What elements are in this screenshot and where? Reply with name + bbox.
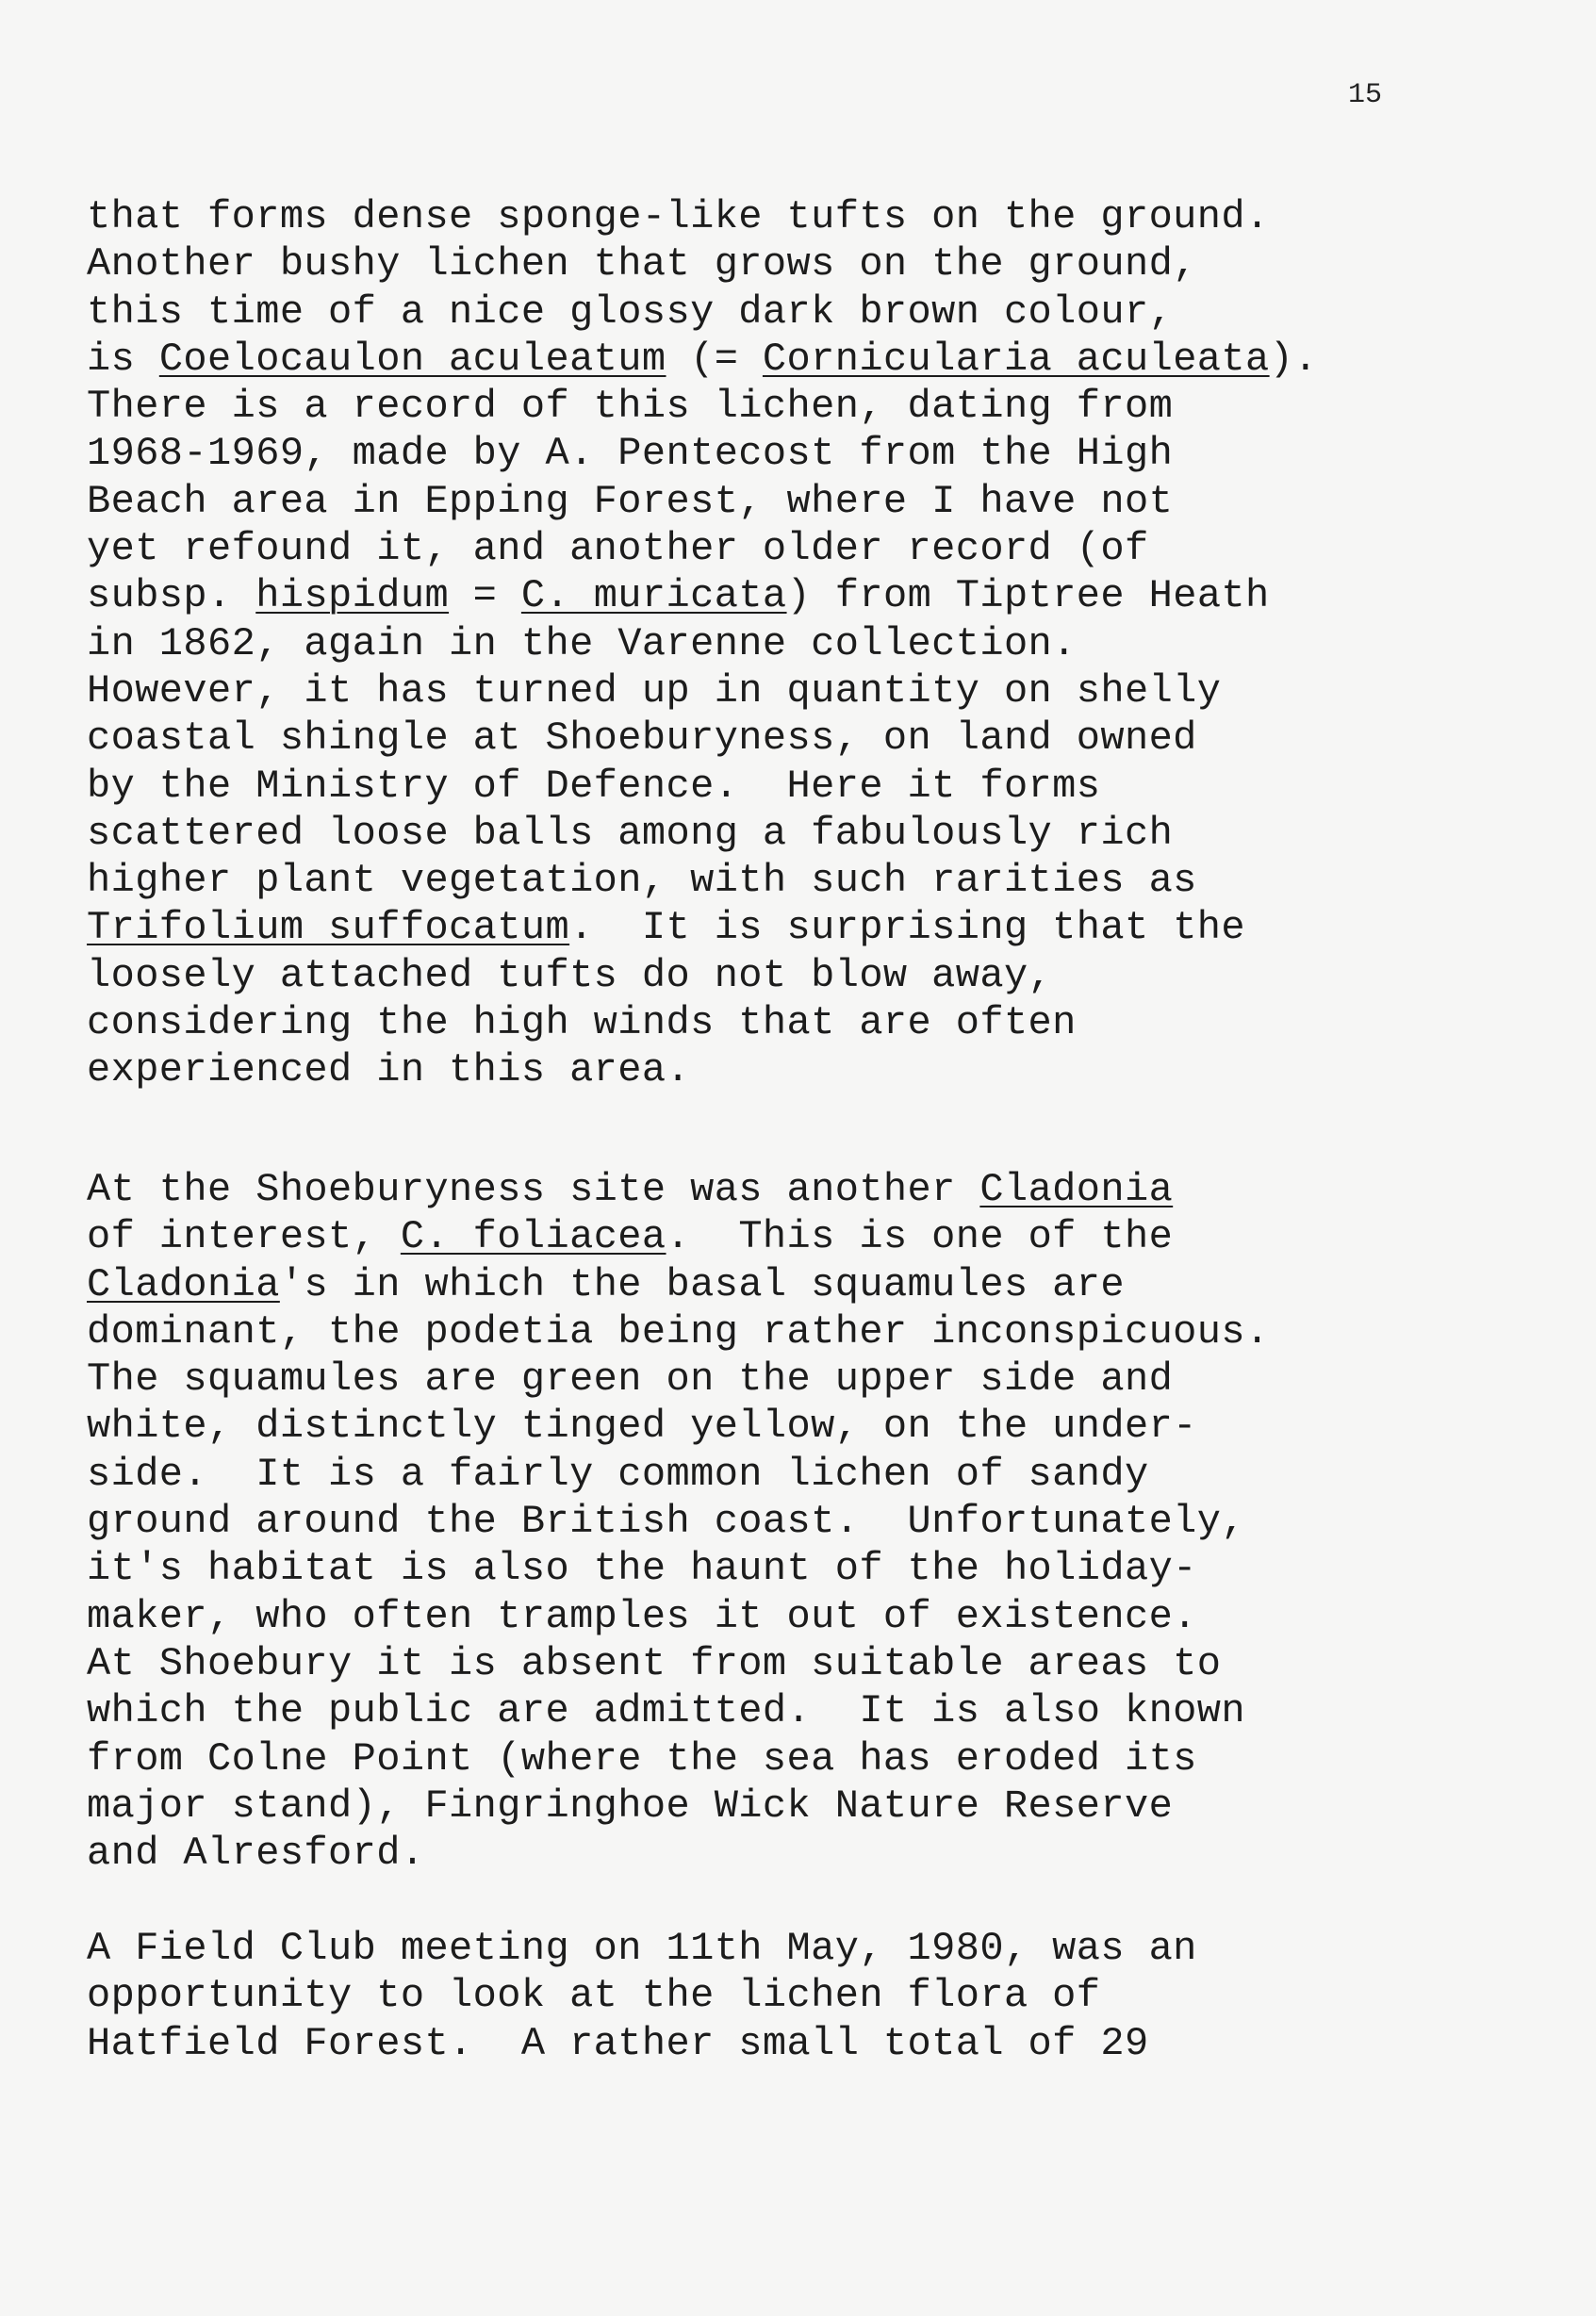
text-segment: that forms dense sponge-like tufts on the ground.: [87, 194, 1270, 239]
text-segment: experienced in this area.: [87, 1047, 691, 1093]
text-line: [87, 999, 1520, 1046]
text-segment: scattered loose balls among a fabulously rich: [87, 810, 1174, 856]
text-line: [87, 952, 1520, 999]
text-segment: At Shoebury it is absent from suitable areas to: [87, 1640, 1222, 1686]
text-line: [87, 1735, 1520, 1782]
text-line: [87, 478, 1520, 525]
text-segment: Hatfield Forest. A rather small total of 29: [87, 2020, 1149, 2066]
text-line: [87, 810, 1520, 857]
text-segment: coastal shingle at Shoeburyness, on land owned: [87, 715, 1197, 762]
text-segment: considering the high winds that are often: [87, 1000, 1077, 1046]
text-segment: loosely attached tufts do not blow away,: [87, 952, 1053, 998]
text-segment: At the Shoeburyness site was another: [87, 1167, 980, 1212]
text-line: [87, 667, 1520, 715]
text-line: [87, 715, 1520, 762]
text-line: [87, 383, 1520, 430]
text-segment: which the public are admitted. It is also known: [87, 1688, 1245, 1734]
text-line: [87, 1593, 1520, 1640]
text-segment: (=: [666, 336, 763, 382]
text-line: [87, 193, 1520, 240]
paragraph-1: [87, 193, 1520, 1094]
underlined-taxon-name: hispidum: [255, 573, 450, 619]
text-line: [87, 1261, 1520, 1308]
text-line: [87, 1545, 1520, 1592]
text-segment: =: [449, 573, 521, 619]
text-line: [87, 240, 1520, 287]
page-number: 15: [1348, 79, 1383, 111]
text-line: [87, 1355, 1520, 1403]
text-line: [87, 336, 1520, 383]
text-line: [87, 525, 1520, 572]
underlined-taxon-name: Coelocaulon aculeatum: [158, 336, 666, 382]
text-segment: 's in which the basal squamules are: [279, 1261, 1125, 1307]
text-segment: higher plant vegetation, with such rarities as: [87, 858, 1197, 904]
text-segment: this time of a nice glossy dark brown colour,: [87, 288, 1174, 335]
text-segment: in 1862, again in the Varenne collection.: [87, 620, 1077, 666]
underlined-taxon-name: C. foliacea: [400, 1214, 666, 1260]
text-line: [87, 572, 1520, 619]
text-segment: ground around the British coast. Unfortunately,: [87, 1499, 1245, 1545]
text-segment: A Field Club meeting on 11th May, 1980, was an: [87, 1926, 1197, 1971]
text-line: [87, 1166, 1520, 1213]
text-line: [87, 1498, 1520, 1545]
underlined-taxon-name: Cladonia: [979, 1167, 1174, 1212]
text-segment: subsp.: [87, 573, 256, 619]
underlined-taxon-name: Cladonia: [87, 1261, 280, 1307]
text-segment: . It is surprising that the: [569, 905, 1246, 951]
text-line: [87, 1925, 1520, 1972]
text-segment: yet refound it, and another older record (of: [87, 526, 1149, 572]
text-segment: from Colne Point (where the sea has eroded its: [87, 1735, 1197, 1782]
text-line: [87, 904, 1520, 951]
text-segment: major stand), Fingringhoe Wick Nature Reserve: [87, 1782, 1174, 1829]
text-segment: white, distinctly tinged yellow, on the under-: [87, 1404, 1197, 1450]
text-segment: opportunity to look at the lichen flora of: [87, 1973, 1101, 2019]
text-segment: is: [87, 336, 159, 382]
text-segment: 1968-1969, made by A. Pentecost from the High: [87, 431, 1174, 477]
text-line: [87, 1046, 1520, 1093]
text-segment: and Alresford.: [87, 1831, 425, 1877]
text-segment: Another bushy lichen that grows on the ground,: [87, 241, 1197, 287]
text-line: [87, 1687, 1520, 1734]
text-line: [87, 1640, 1520, 1687]
text-segment: The squamules are green on the upper side and: [87, 1356, 1174, 1403]
text-segment: . This is one of the: [666, 1214, 1174, 1260]
underlined-taxon-name: Cornicularia aculeata: [762, 336, 1270, 382]
text-segment: by the Ministry of Defence. Here it forms: [87, 763, 1101, 809]
text-line: [87, 620, 1520, 667]
text-line: [87, 1830, 1520, 1877]
text-line: [87, 1213, 1520, 1260]
text-segment: ) from Tiptree Heath: [786, 573, 1270, 619]
text-line: [87, 1972, 1520, 2019]
text-line: [87, 857, 1520, 904]
underlined-taxon-name: C. muricata: [520, 573, 787, 619]
text-line: [87, 763, 1520, 810]
text-segment: maker, who often tramples it out of existence.: [87, 1593, 1197, 1639]
text-segment: There is a record of this lichen, dating from: [87, 384, 1174, 430]
text-segment: it's habitat is also the haunt of the holiday-: [87, 1546, 1197, 1592]
text-segment: ).: [1269, 336, 1318, 382]
text-line: [87, 1451, 1520, 1498]
text-line: [87, 288, 1520, 336]
paragraph-3: [87, 1925, 1520, 2067]
text-segment: of interest,: [87, 1214, 401, 1260]
text-segment: However, it has turned up in quantity on shelly: [87, 667, 1222, 714]
paragraph-2: [87, 1166, 1520, 1877]
text-segment: Beach area in Epping Forest, where I have not: [87, 478, 1174, 524]
text-line: [87, 1782, 1520, 1830]
underlined-taxon-name: Trifolium suffocatum: [87, 905, 570, 951]
text-segment: side. It is a fairly common lichen of sandy: [87, 1451, 1149, 1497]
text-line: [87, 1308, 1520, 1355]
text-line: [87, 430, 1520, 477]
text-line: [87, 2020, 1520, 2067]
text-line: [87, 1403, 1520, 1450]
text-segment: dominant, the podetia being rather inconspicuous.: [87, 1308, 1270, 1355]
